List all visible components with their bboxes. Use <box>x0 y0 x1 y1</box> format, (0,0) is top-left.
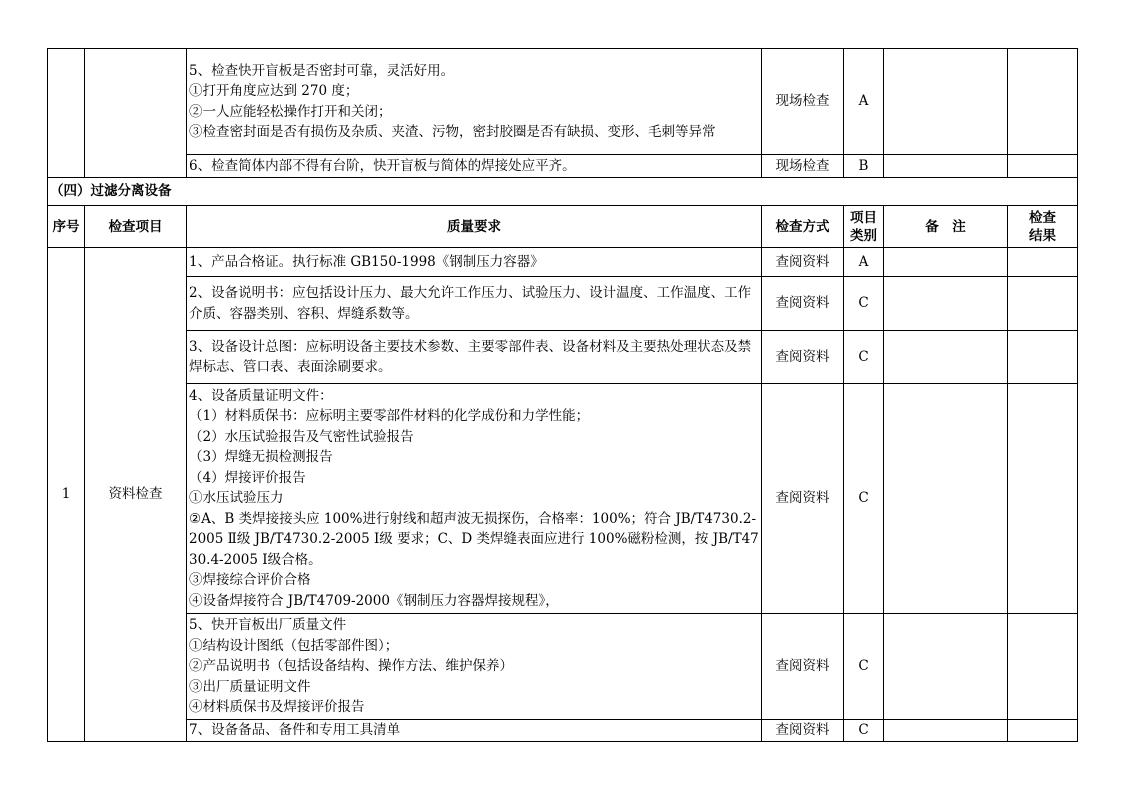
table-row <box>48 49 1078 155</box>
method-cell: 现场检查 <box>762 155 844 178</box>
remark-cell <box>884 155 1008 178</box>
table-row <box>48 720 1078 742</box>
method-cell: 查阅资料 <box>762 277 844 331</box>
requirement-cell: 5、检查快开盲板是否密封可靠，灵活好用。 ①打开角度应达到 270 度； ②一人应能轻松操作打开和关闭； ③检查密封面是否有损伤及杂质、夹渣、污物，密封胶圈是否有缺损、变形、毛刺等异常 <box>187 49 762 155</box>
section-title: （四）过滤分离设备 <box>48 178 1078 206</box>
table-row <box>48 331 1078 384</box>
table-row <box>48 248 1078 277</box>
result-cell <box>1008 49 1078 155</box>
requirement-cell: 2、设备说明书：应包括设计压力、最大允许工作压力、试验压力、设计温度、工作温度、工作介质、容器类别、容积、焊缝系数等。 <box>187 277 762 331</box>
remark-cell <box>884 720 1008 742</box>
remark-cell <box>884 49 1008 155</box>
group-item: 资料检查 <box>85 248 187 742</box>
method-cell: 查阅资料 <box>762 720 844 742</box>
header-result: 检查 结果 <box>1008 206 1078 248</box>
table-row <box>48 384 1078 614</box>
inspection-table <box>47 48 1078 742</box>
method-cell: 查阅资料 <box>762 384 844 614</box>
seq-cell <box>48 49 85 178</box>
category-cell: C <box>844 331 884 384</box>
table-row <box>48 614 1078 720</box>
result-cell <box>1008 614 1078 720</box>
requirement-cell: 4、设备质量证明文件： （1）材料质保书：应标明主要零部件材料的化学成份和力学性能； （2）水压试验报告及气密性试验报告 （3）焊缝无损检测报告 （4）焊接评价报告 ①水压试验压力 ②A、B 类焊接接头应 100%进行射线和超声波无损探伤，合格率：100%；符合 JB/T4730.2-2005 Ⅱ级 JB/T4730.2-2005 Ⅰ级 要求；C、D 类焊缝表面应进行 100%磁粉检测，按 JB/T4730.4-2005 Ⅰ级合格。 ③焊接综合评价合格 ④设备焊接符合 JB/T4709-2000《钢制压力容器焊接规程》， <box>187 384 762 614</box>
remark-cell <box>884 248 1008 277</box>
header-method: 检查方式 <box>762 206 844 248</box>
category-cell: A <box>844 49 884 155</box>
category-cell: C <box>844 277 884 331</box>
header-remark: 备 注 <box>884 206 1008 248</box>
result-cell <box>1008 331 1078 384</box>
group-seq: 1 <box>48 248 85 742</box>
remark-cell <box>884 614 1008 720</box>
header-item: 检查项目 <box>85 206 187 248</box>
remark-cell <box>884 277 1008 331</box>
category-cell: B <box>844 155 884 178</box>
result-cell <box>1008 277 1078 331</box>
category-cell: C <box>844 384 884 614</box>
result-cell <box>1008 248 1078 277</box>
result-cell <box>1008 155 1078 178</box>
requirement-cell: 3、设备设计总图：应标明设备主要技术参数、主要零部件表、设备材料及主要热处理状态及禁焊标志、管口表、表面涂刷要求。 <box>187 331 762 384</box>
remark-cell <box>884 331 1008 384</box>
requirement-cell: 5、快开盲板出厂质量文件 ①结构设计图纸（包括零部件图）； ②产品说明书（包括设备结构、操作方法、维护保养） ③出厂质量证明文件 ④材料质保书及焊接评价报告 <box>187 614 762 720</box>
requirement-cell: 1、产品合格证。执行标准 GB150-1998《钢制压力容器》 <box>187 248 762 277</box>
category-cell: C <box>844 720 884 742</box>
method-cell: 查阅资料 <box>762 614 844 720</box>
requirement-cell: 7、设备备品、备件和专用工具清单 <box>187 720 762 742</box>
category-cell: A <box>844 248 884 277</box>
section-row <box>48 178 1078 206</box>
header-row <box>48 206 1078 248</box>
method-cell: 现场检查 <box>762 49 844 155</box>
header-category: 项目 类别 <box>844 206 884 248</box>
category-cell: C <box>844 614 884 720</box>
method-cell: 查阅资料 <box>762 248 844 277</box>
remark-cell <box>884 384 1008 614</box>
method-cell: 查阅资料 <box>762 331 844 384</box>
result-cell <box>1008 384 1078 614</box>
header-requirement: 质量要求 <box>187 206 762 248</box>
requirement-cell: 6、检查简体内部不得有台阶，快开盲板与简体的焊接处应平齐。 <box>187 155 762 178</box>
header-seq: 序号 <box>48 206 85 248</box>
table-row <box>48 277 1078 331</box>
result-cell <box>1008 720 1078 742</box>
item-cell <box>85 49 187 178</box>
table-row <box>48 155 1078 178</box>
